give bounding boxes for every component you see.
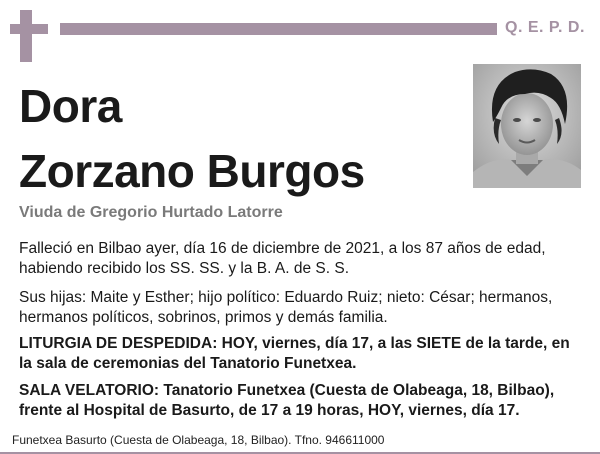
deceased-surnames: Zorzano Burgos: [19, 145, 365, 197]
portrait-image: [473, 64, 581, 188]
header-rule: [60, 23, 497, 35]
deceased-first-name: Dora: [19, 80, 122, 132]
widow-of-line: Viuda de Gregorio Hurtado Latorre: [19, 204, 283, 221]
qepd-label: Q. E. P. D.: [505, 19, 585, 36]
family-list: Sus hijas: Maite y Esther; hijo político: Eduardo Ruiz; nieto: César; hermanos, hermanos políticos, sobrinos, primos y demás familia.: [19, 289, 553, 326]
funeral-home-contact: Funetxea Basurto (Cuesta de Olabeaga, 18, Bilbao). Tfno. 946611000: [12, 433, 385, 447]
portrait-photo: [473, 64, 581, 188]
farewell-liturgy: LITURGIA DE DESPEDIDA: HOY, viernes, día 17, a las SIETE de la tarde, en la sala de ceremonias del Tanatorio Funetxea.: [19, 335, 570, 372]
viewing-room: SALA VELATORIO: Tanatorio Funetxea (Cuesta de Olabeaga, 18, Bilbao), frente al Hospital de Basurto, de 17 a 19 horas, HOY, viernes, día 17.: [19, 382, 555, 419]
death-announcement: Falleció en Bilbao ayer, día 16 de diciembre de 2021, a los 87 años de edad, habiendo recibido los SS. SS. y la B. A. de S. S.: [19, 240, 546, 277]
